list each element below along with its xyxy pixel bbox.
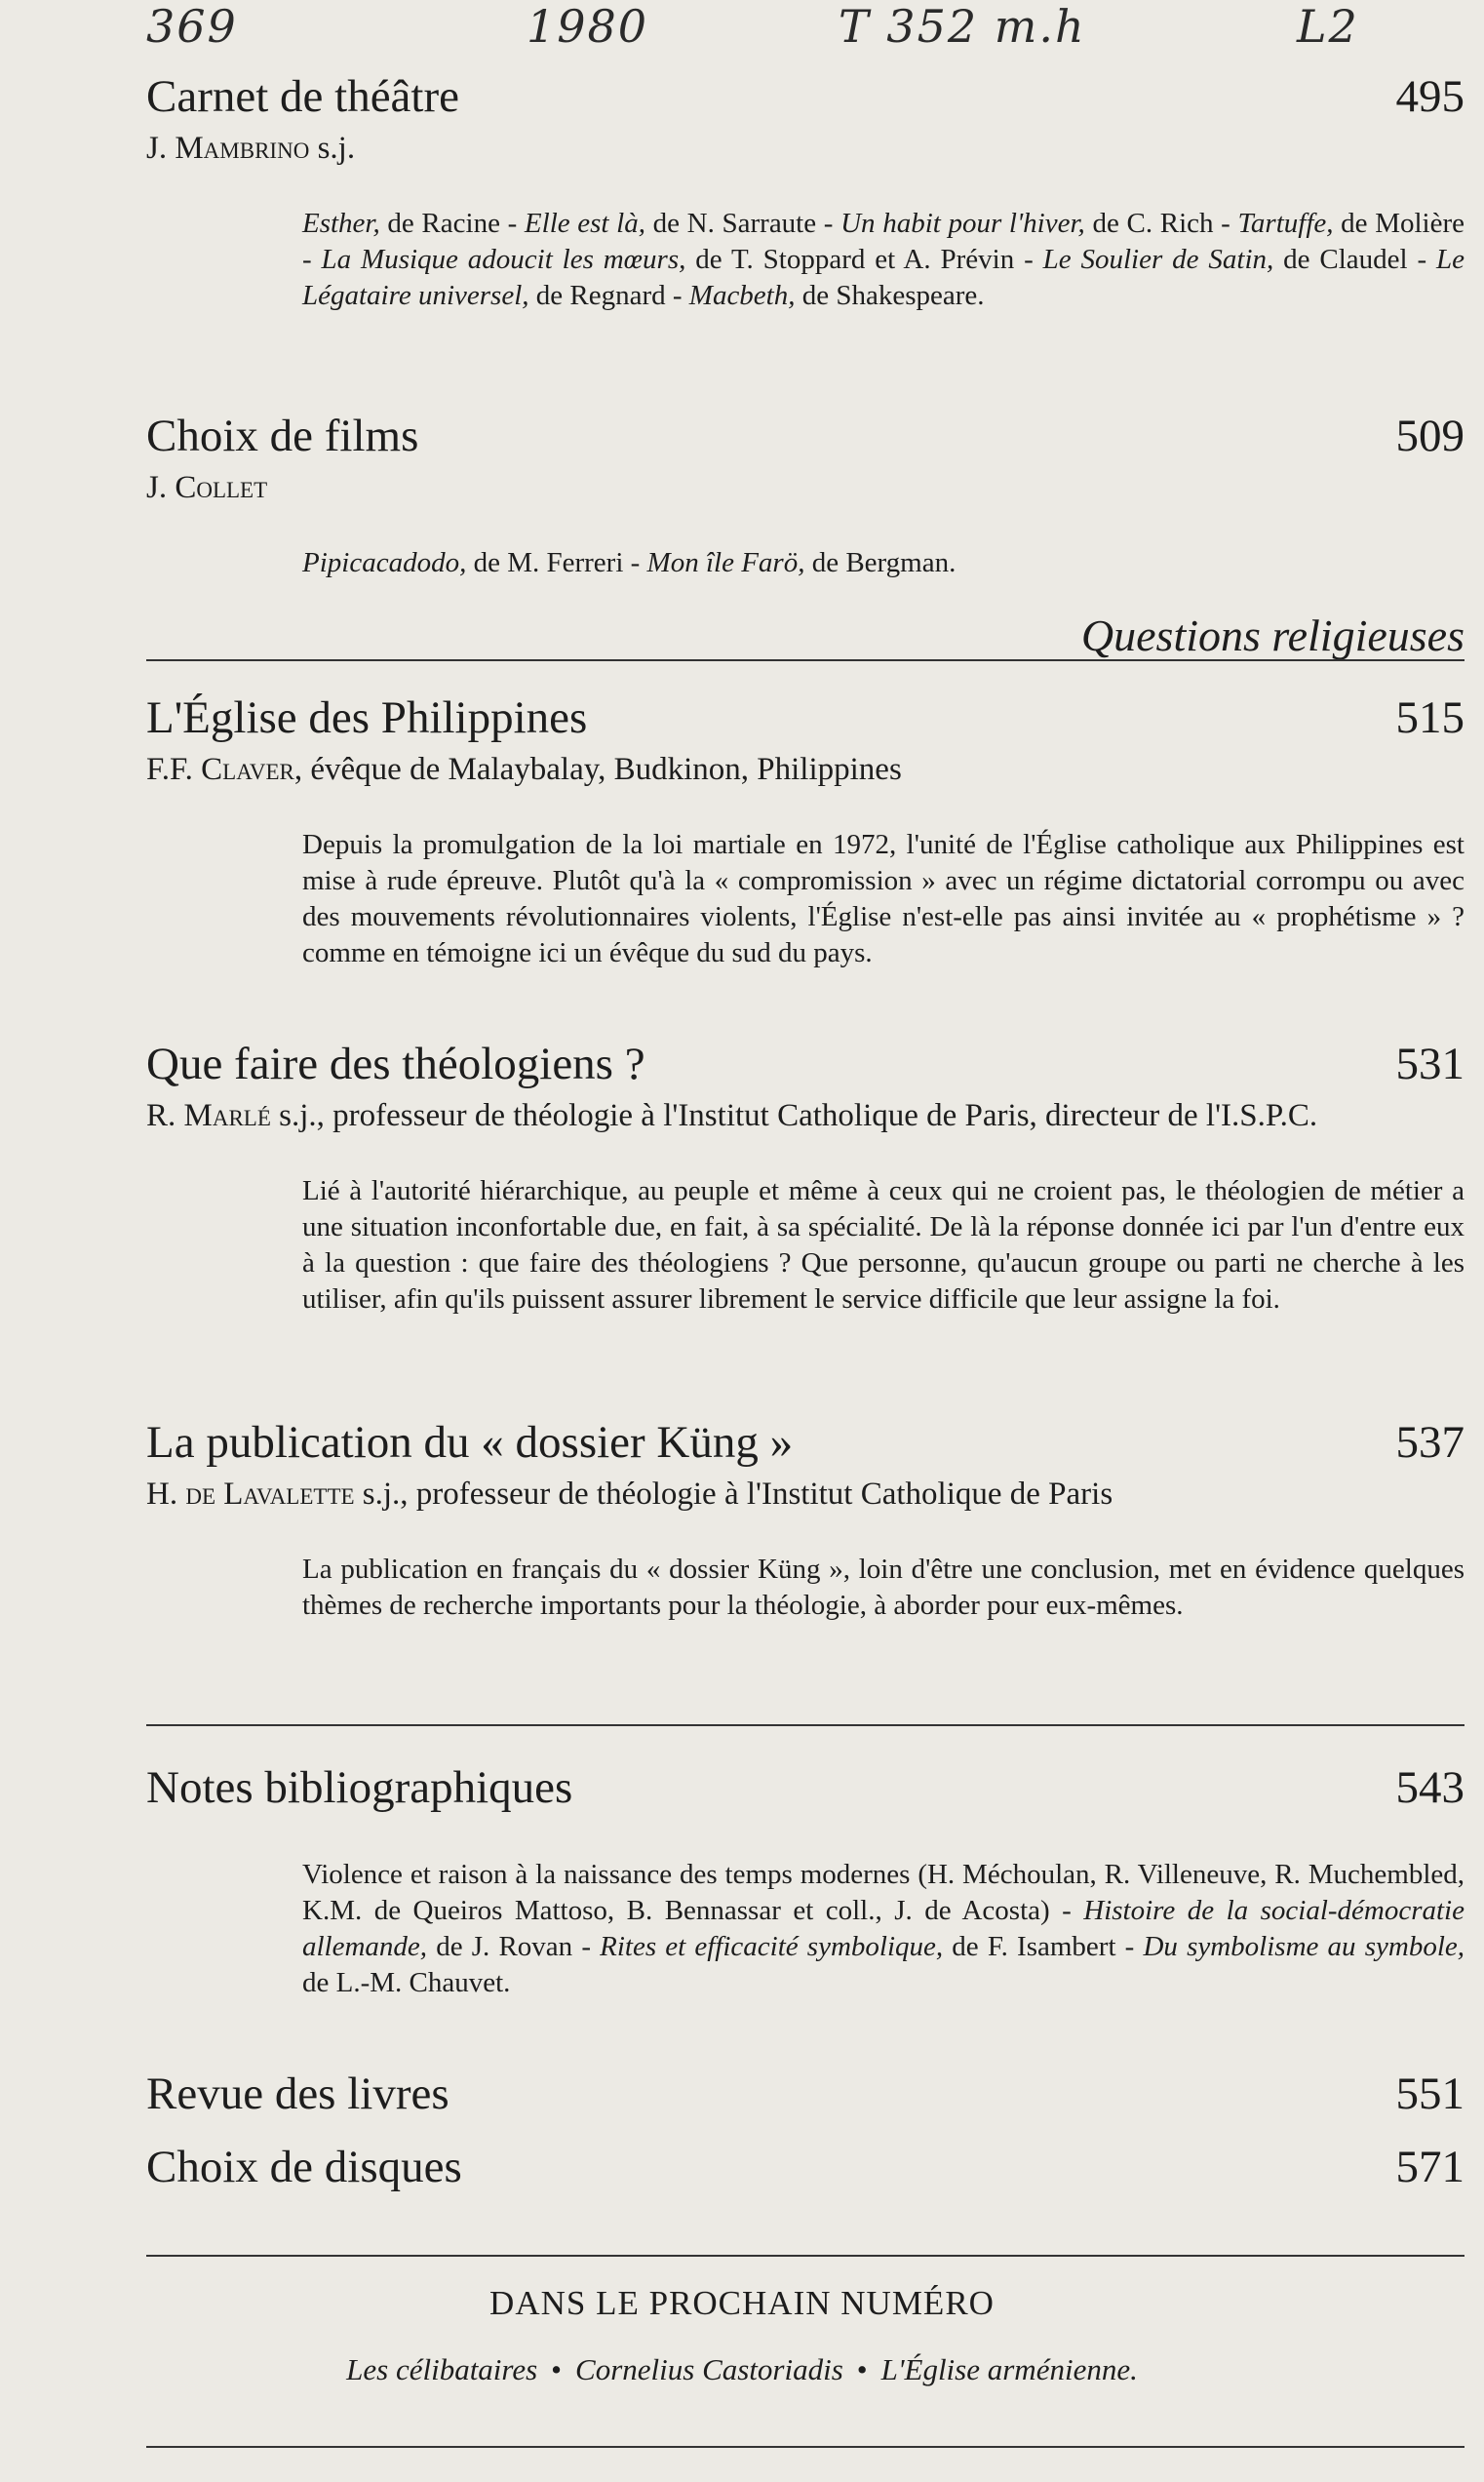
summary-italic-text: Tartuffe, xyxy=(1237,208,1334,239)
summary-italic-text: Le Légataire universel, xyxy=(302,244,1464,311)
summary-text: de T. Stoppard et A. Prévin - xyxy=(685,244,1043,275)
author-name: H. de Lavalette xyxy=(146,1477,355,1512)
author-details: , évêque de Malaybalay, Budkinon, Philippines xyxy=(293,752,902,787)
toc-entry xyxy=(146,66,1464,314)
author-name: J. Mambrino xyxy=(146,131,310,166)
summary-text: Depuis la promulgation de la loi martiale en 1972, l'unité de l'Église catholique aux Philippines est mise à rude épreuve. Plutôt qu'à la « compromission » avec un régime dictatorial corrompu ou avec des mouvements révolutionnaires violents, l'Église n'est-elle pas ainsi invitée au « prophétisme » ? comme en témoigne ici un évêque du sud du pays. xyxy=(302,829,1464,968)
toc-entry xyxy=(146,2064,1464,2124)
section-divider xyxy=(146,659,1464,661)
summary-text: de Molière - xyxy=(302,208,1464,275)
summary-text: La publication en français du « dossier Küng », loin d'être une conclusion, met en évidence quelques thèmes de recherche importants pour la théologie, à aborder pour eux-mêmes. xyxy=(302,1554,1464,1621)
handwritten-year: 1980 xyxy=(527,0,649,53)
summary-italic-text: Esther, xyxy=(302,208,380,239)
entry-page-number: 515 xyxy=(1395,692,1464,743)
summary-text: de J. Rovan - xyxy=(427,1931,601,1962)
handwritten-issue-number: 369 xyxy=(146,0,238,53)
summary-text: de M. Ferreri - xyxy=(466,547,647,578)
entry-title: Choix de films xyxy=(146,411,419,461)
summary-text: de C. Rich - xyxy=(1084,208,1238,239)
entry-title: Choix de disques xyxy=(146,2142,462,2192)
entry-summary xyxy=(302,545,1464,581)
entry-title: Que faire des théologiens ? xyxy=(146,1039,645,1089)
summary-italic-text: La Musique adoucit les mœurs, xyxy=(321,244,686,275)
next-issue-item: L'Église arménienne. xyxy=(880,2352,1138,2386)
next-issue-item: Les célibataires xyxy=(346,2352,538,2386)
summary-italic-text: Du symbolisme au symbole, xyxy=(1143,1931,1464,1962)
summary-italic-text: Un habit pour l'hiver, xyxy=(840,208,1085,239)
summary-text: de Bergman. xyxy=(804,547,957,578)
handwritten-mark: L2 xyxy=(1297,0,1359,53)
toc-entry xyxy=(146,1412,1464,1624)
entry-title: La publication du « dossier Küng » xyxy=(146,1417,794,1468)
summary-text: de Regnard - xyxy=(528,280,689,311)
summary-italic-text: Pipicacadodo, xyxy=(302,547,467,578)
entry-title: Carnet de théâtre xyxy=(146,71,459,122)
toc-entry xyxy=(146,1034,1464,1318)
entry-summary xyxy=(302,827,1464,971)
next-issue-title: DANS LE PROCHAIN NUMÉRO xyxy=(489,2284,995,2322)
toc-entry xyxy=(146,2137,1464,2197)
author-name: J. Collet xyxy=(146,470,268,505)
toc-entry xyxy=(146,688,1464,971)
author-details: s.j. xyxy=(309,131,356,166)
summary-text: de N. Sarraute - xyxy=(644,208,841,239)
entry-author xyxy=(146,1096,1464,1136)
summary-italic-text: Macbeth, xyxy=(688,280,796,311)
entry-author xyxy=(146,129,1464,169)
summary-text: de Racine - xyxy=(379,208,525,239)
entry-author xyxy=(146,468,1464,508)
entry-title: L'Église des Philippines xyxy=(146,692,588,743)
summary-italic-text: Le Soulier de Satin, xyxy=(1042,244,1274,275)
entry-author xyxy=(146,1475,1464,1515)
toc-entry xyxy=(146,1757,1464,2001)
bottom-divider xyxy=(146,2446,1464,2448)
summary-text: de Claudel - xyxy=(1273,244,1436,275)
summary-text: de L.-M. Chauvet. xyxy=(302,1967,511,1998)
entry-page-number: 509 xyxy=(1395,411,1464,461)
entry-title: Revue des livres xyxy=(146,2068,449,2119)
entry-title: Notes bibliographiques xyxy=(146,1762,573,1813)
entry-summary xyxy=(302,1173,1464,1318)
summary-text: de Shakespeare. xyxy=(795,280,985,311)
entry-page-number: 551 xyxy=(1395,2068,1464,2119)
entry-page-number: 531 xyxy=(1395,1039,1464,1089)
author-name: R. Marlé xyxy=(146,1098,271,1133)
summary-text: de F. Isambert - xyxy=(943,1931,1144,1962)
next-issue-item: Cornelius Castoriadis xyxy=(575,2352,843,2386)
section-heading: Questions religieuses xyxy=(1080,611,1464,660)
author-details: s.j., professeur de théologie à l'Institut Catholique de Paris, directeur de l'I.S.P.C. xyxy=(270,1098,1318,1133)
summary-italic-text: Mon île Farö, xyxy=(646,547,805,578)
entry-summary xyxy=(302,1857,1464,2001)
entry-author xyxy=(146,750,1464,790)
bullet-separator: • xyxy=(551,2352,563,2386)
entry-page-number: 543 xyxy=(1395,1762,1464,1813)
summary-italic-text: Histoire de la social-démocratie allemande, xyxy=(302,1895,1464,1962)
entry-page-number: 571 xyxy=(1395,2142,1464,2192)
section-divider xyxy=(146,1724,1464,1726)
summary-italic-text: Rites et efficacité symbolique, xyxy=(600,1931,944,1962)
entry-summary xyxy=(302,206,1464,314)
summary-text: Lié à l'autorité hiérarchique, au peuple et même à ceux qui ne croient pas, le théologien de métier a une situation inconfortable due, en fait, à sa spécialité. De là la réponse donnée ici par l'un d'entre eux à la question : que faire des théologiens ? Que personne, qu'aucun groupe ou parti ne cherche à les utiliser, afin qu'ils puissent assurer librement le service difficile que leur assigne la foi. xyxy=(302,1175,1464,1315)
entry-page-number: 495 xyxy=(1395,71,1464,122)
author-details: s.j., professeur de théologie à l'Institut Catholique de Paris xyxy=(354,1477,1113,1512)
toc-entry xyxy=(146,406,1464,581)
section-divider xyxy=(146,2255,1464,2257)
bullet-separator: • xyxy=(856,2352,868,2386)
author-name: F.F. Claver xyxy=(146,752,294,787)
handwritten-code: T 352 m.h xyxy=(839,0,1086,53)
summary-italic-text: Elle est là, xyxy=(524,208,645,239)
entry-summary xyxy=(302,1552,1464,1624)
next-issue-list xyxy=(0,2352,1484,2387)
summary-text: Violence et raison à la naissance des temps modernes (H. Méchoulan, R. Villeneuve, R. Muchembled, K.M. de Queiros Mattoso, B. Bennassar et coll., J. de Acosta) - xyxy=(302,1859,1464,1926)
entry-page-number: 537 xyxy=(1395,1417,1464,1468)
